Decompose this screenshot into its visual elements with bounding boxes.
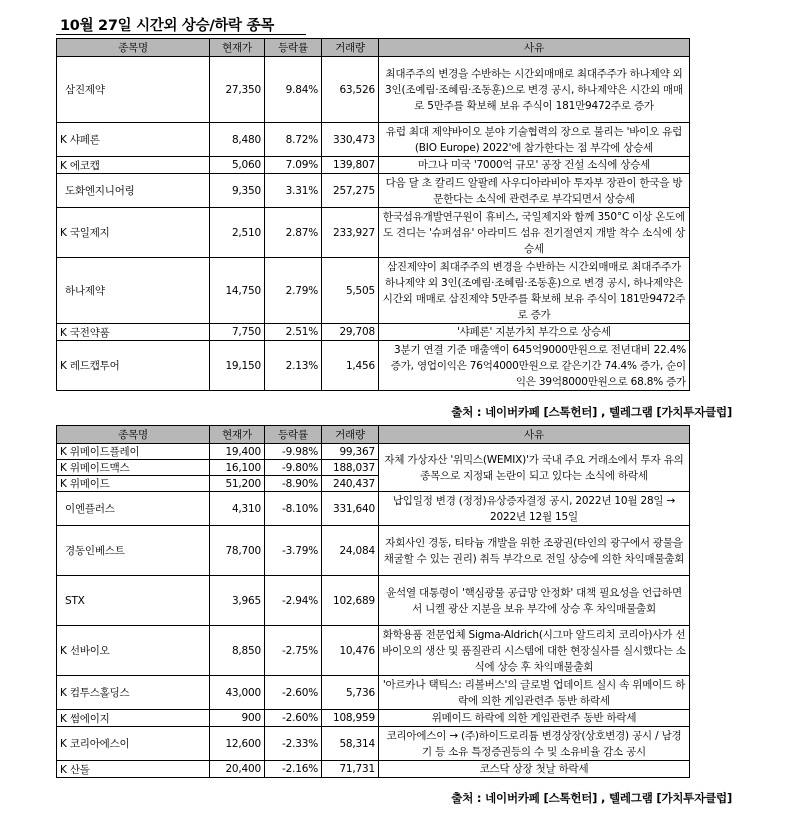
stock-volume: 58,314 bbox=[322, 727, 379, 761]
stock-price: 43,000 bbox=[210, 676, 265, 710]
stock-name: K 에코캡 bbox=[57, 157, 210, 174]
stock-rate: -2.60% bbox=[265, 676, 322, 710]
stock-name: K 위메이드 bbox=[57, 476, 210, 492]
header-price: 현재가 bbox=[210, 426, 265, 444]
stock-reason: 유럽 최대 제약바이오 분야 기술협력의 장으로 불리는 '바이오 유럽(BIO Europe) 2022'에 참가한다는 점 부각에 상승세 bbox=[379, 123, 690, 157]
header-reason: 사유 bbox=[379, 39, 690, 57]
stock-price: 19,150 bbox=[210, 341, 265, 391]
table-row bbox=[57, 761, 690, 778]
stock-reason: 삼진제약이 최대주주의 변경을 수반하는 시간외매매로 최대주주가 하나제약 외 3인(조예림·조혜림·조동훈)으로 변경 공시, 하나제약은 시간외 매매로 삼진제약 5만주를 확보해 보유 주식이 181만9472주로 증가 bbox=[379, 258, 690, 324]
header-volume: 거래량 bbox=[322, 426, 379, 444]
table-row bbox=[57, 57, 690, 123]
table-row bbox=[57, 676, 690, 710]
table-row bbox=[57, 727, 690, 761]
stock-name: K 국전약품 bbox=[57, 324, 210, 341]
header-price: 현재가 bbox=[210, 39, 265, 57]
stock-rate: -8.90% bbox=[265, 476, 322, 492]
stock-price: 9,350 bbox=[210, 174, 265, 208]
source-note: 출처 : 네이버카페 [스톡헌터] , 텔레그램 [가치투자클럽] bbox=[451, 791, 732, 805]
stock-name: K 산돌 bbox=[57, 761, 210, 778]
stock-reason: 자체 가상자산 '위믹스(WEMIX)'가 국내 주요 거래소에서 투자 유의 종목으로 지정돼 논란이 되고 있다는 소식에 하락세 bbox=[379, 444, 690, 492]
stock-rate: -9.80% bbox=[265, 460, 322, 476]
table-header-row bbox=[57, 426, 690, 444]
table-row bbox=[57, 710, 690, 727]
stock-name: STX bbox=[57, 576, 210, 626]
stock-price: 19,400 bbox=[210, 444, 265, 460]
stock-price: 4,310 bbox=[210, 492, 265, 526]
table-row bbox=[57, 444, 690, 460]
stock-volume: 29,708 bbox=[322, 324, 379, 341]
stock-rate: -3.79% bbox=[265, 526, 322, 576]
stock-volume: 330,473 bbox=[322, 123, 379, 157]
stock-reason: '아르카나 택틱스: 리볼버스'의 글로벌 업데이트 실시 속 위메이드 하락에 의한 게임관련주 동반 하락세 bbox=[379, 676, 690, 710]
stock-name: K 선바이오 bbox=[57, 626, 210, 676]
stock-volume: 331,640 bbox=[322, 492, 379, 526]
stock-rate: -2.60% bbox=[265, 710, 322, 727]
stock-reason: 마그나 미국 '7000억 규모' 공장 건설 소식에 상승세 bbox=[379, 157, 690, 174]
table-header-row bbox=[57, 39, 690, 57]
header-name: 종목명 bbox=[57, 426, 210, 444]
falling-stocks-table bbox=[56, 425, 690, 778]
table-row bbox=[57, 492, 690, 526]
stock-rate: 2.87% bbox=[265, 208, 322, 258]
stock-name: K 코리아에스이 bbox=[57, 727, 210, 761]
stock-price: 7,750 bbox=[210, 324, 265, 341]
stock-price: 900 bbox=[210, 710, 265, 727]
stock-volume: 240,437 bbox=[322, 476, 379, 492]
title-underline bbox=[56, 34, 306, 35]
stock-reason: 코리아에스이 → (주)하이드로리튬 변경상장(상호변경) 공시 / 남경기 등 소유 특정증권등의 수 및 소유비율 감소 공시 bbox=[379, 727, 690, 761]
header-reason: 사유 bbox=[379, 426, 690, 444]
table-row bbox=[57, 258, 690, 324]
table-row bbox=[57, 157, 690, 174]
stock-price: 3,965 bbox=[210, 576, 265, 626]
stock-rate: -9.98% bbox=[265, 444, 322, 460]
stock-volume: 188,037 bbox=[322, 460, 379, 476]
stock-rate: -8.10% bbox=[265, 492, 322, 526]
stock-volume: 233,927 bbox=[322, 208, 379, 258]
stock-volume: 102,689 bbox=[322, 576, 379, 626]
stock-reason: 3분기 연결 기준 매출액이 645억9000만원으로 전년대비 22.4% 증가, 영업이익은 76억4000만원으로 같은기간 74.4% 증가, 순이익은 39억8000만원으로 68.8% 증가 bbox=[379, 341, 690, 391]
stock-volume: 257,275 bbox=[322, 174, 379, 208]
stock-rate: -2.94% bbox=[265, 576, 322, 626]
stock-name: K 컴투스홀딩스 bbox=[57, 676, 210, 710]
stock-rate: 2.79% bbox=[265, 258, 322, 324]
table-row bbox=[57, 626, 690, 676]
table-row bbox=[57, 341, 690, 391]
stock-volume: 1,456 bbox=[322, 341, 379, 391]
stock-name: K 샤페론 bbox=[57, 123, 210, 157]
page-title: 10월 27일 시간외 상승/하락 종목 bbox=[60, 18, 274, 34]
stock-price: 8,850 bbox=[210, 626, 265, 676]
stock-reason: '샤페론' 지분가치 부각으로 상승세 bbox=[379, 324, 690, 341]
stock-reason: 한국섬유개발연구원이 휴비스, 국일제지와 함께 350°C 이상 온도에도 견디는 '슈퍼섬유' 아라미드 섬유 전기절연지 개발 착수 소식에 상승세 bbox=[379, 208, 690, 258]
stock-name: K 국일제지 bbox=[57, 208, 210, 258]
table-row bbox=[57, 576, 690, 626]
table-row bbox=[57, 324, 690, 341]
stock-price: 27,350 bbox=[210, 57, 265, 123]
stock-name: K 썸에이지 bbox=[57, 710, 210, 727]
stock-rate: -2.75% bbox=[265, 626, 322, 676]
stock-price: 51,200 bbox=[210, 476, 265, 492]
stock-volume: 71,731 bbox=[322, 761, 379, 778]
stock-volume: 24,084 bbox=[322, 526, 379, 576]
stock-price: 78,700 bbox=[210, 526, 265, 576]
stock-name: 경동인베스트 bbox=[57, 526, 210, 576]
stock-name: 삼진제약 bbox=[57, 57, 210, 123]
stock-reason: 위메이드 하락에 의한 게임관련주 동반 하락세 bbox=[379, 710, 690, 727]
stock-name: 하나제약 bbox=[57, 258, 210, 324]
stock-reason: 최대주주의 변경을 수반하는 시간외매매로 최대주주가 하나제약 외 3인(조예림·조혜림·조동훈)으로 변경 공시, 하나제약은 시간외 매매로 5만주를 확보해 보유 주식이 181만9472주로 증가 bbox=[379, 57, 690, 123]
stock-reason: 다음 달 초 칼리드 알팔레 사우디아라비아 투자부 장관이 한국을 방문한다는 소식에 관련주로 부각되면서 상승세 bbox=[379, 174, 690, 208]
table-row bbox=[57, 208, 690, 258]
stock-name: K 위메이드맥스 bbox=[57, 460, 210, 476]
table-row bbox=[57, 123, 690, 157]
stock-volume: 5,736 bbox=[322, 676, 379, 710]
stock-name: 이엔플러스 bbox=[57, 492, 210, 526]
rising-stocks-table bbox=[56, 38, 690, 391]
stock-price: 20,400 bbox=[210, 761, 265, 778]
stock-reason: 화학용품 전문업체 Sigma-Aldrich(시그마 알드리치 코리아)사가 선바이오의 생산 및 품질관리 시스템에 대한 현장실사를 실시했다는 소식에 상승 후 차익매물출회 bbox=[379, 626, 690, 676]
stock-name: K 레드캡투어 bbox=[57, 341, 210, 391]
stock-price: 12,600 bbox=[210, 727, 265, 761]
stock-reason: 납입일정 변경 (정정)유상증자결정 공시, 2022년 10월 28일 → 2022년 12월 15일 bbox=[379, 492, 690, 526]
stock-price: 14,750 bbox=[210, 258, 265, 324]
stock-rate: -2.33% bbox=[265, 727, 322, 761]
stock-reason: 자회사인 경동, 티타늄 개발을 위한 조광권(타인의 광구에서 광물을 채굴할 수 있는 권리) 취득 부각으로 전일 상승에 의한 차익매물출회 bbox=[379, 526, 690, 576]
stock-volume: 63,526 bbox=[322, 57, 379, 123]
stock-rate: 7.09% bbox=[265, 157, 322, 174]
stock-rate: -2.16% bbox=[265, 761, 322, 778]
stock-rate: 2.13% bbox=[265, 341, 322, 391]
table-row bbox=[57, 174, 690, 208]
header-name: 종목명 bbox=[57, 39, 210, 57]
stock-reason: 윤석열 대통령이 '핵심광물 공급망 안정화' 대책 필요성을 언급하면서 니켈 광산 지분을 보유 부각에 상승 후 차익매물출회 bbox=[379, 576, 690, 626]
stock-price: 8,480 bbox=[210, 123, 265, 157]
stock-name: 도화엔지니어링 bbox=[57, 174, 210, 208]
stock-price: 2,510 bbox=[210, 208, 265, 258]
stock-rate: 9.84% bbox=[265, 57, 322, 123]
header-rate: 등락률 bbox=[265, 39, 322, 57]
stock-name: K 위메이드플레이 bbox=[57, 444, 210, 460]
stock-reason: 코스닥 상장 첫날 하락세 bbox=[379, 761, 690, 778]
stock-rate: 3.31% bbox=[265, 174, 322, 208]
stock-price: 16,100 bbox=[210, 460, 265, 476]
stock-rate: 8.72% bbox=[265, 123, 322, 157]
header-rate: 등락률 bbox=[265, 426, 322, 444]
stock-volume: 139,807 bbox=[322, 157, 379, 174]
stock-volume: 10,476 bbox=[322, 626, 379, 676]
stock-price: 5,060 bbox=[210, 157, 265, 174]
table-row bbox=[57, 526, 690, 576]
header-volume: 거래량 bbox=[322, 39, 379, 57]
stock-volume: 108,959 bbox=[322, 710, 379, 727]
stock-volume: 5,505 bbox=[322, 258, 379, 324]
stock-volume: 99,367 bbox=[322, 444, 379, 460]
source-note: 출처 : 네이버카페 [스톡헌터] , 텔레그램 [가치투자클럽] bbox=[451, 405, 732, 419]
stock-rate: 2.51% bbox=[265, 324, 322, 341]
